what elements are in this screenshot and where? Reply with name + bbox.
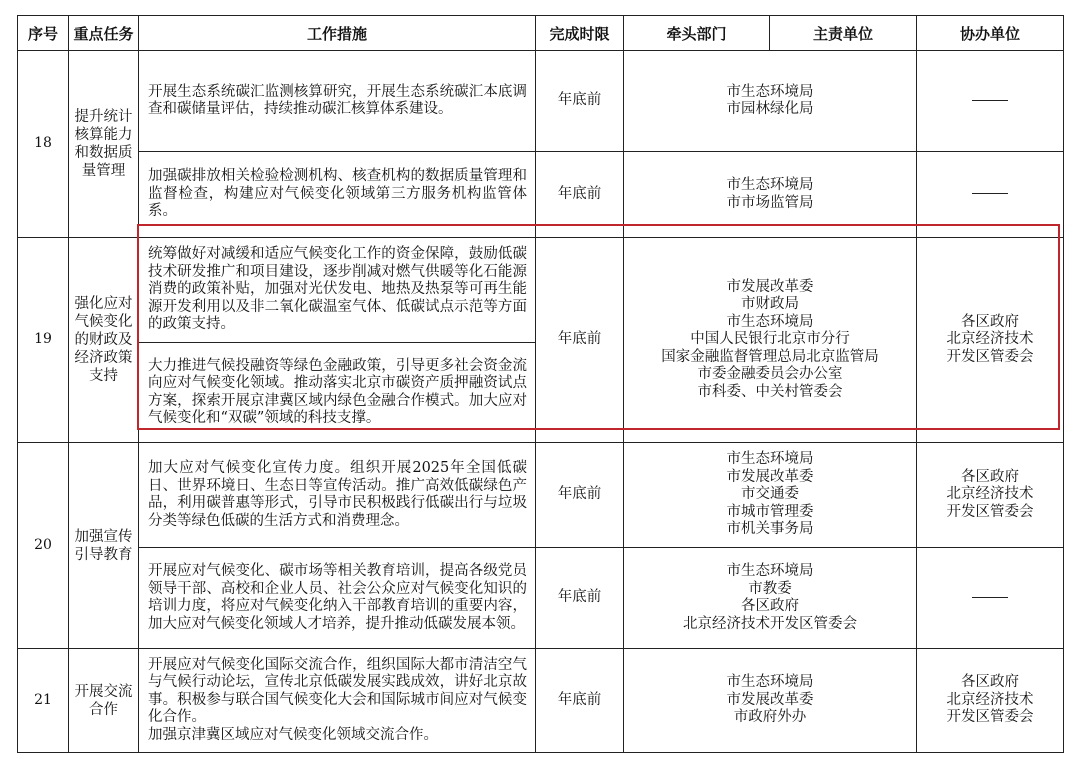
row-measure: 统筹做好对减缓和适应气候变化工作的资金保障，鼓励低碳技术研发推广和项目建设，逐步削减对燃气供暖等化石能源消费的政策补贴，加强对光伏发电、地热及热泵等可再生能源开发利用以及非二氧化碳温室气体、低碳试点示范等方面的政策支持。 [139, 238, 536, 343]
row-owners [624, 51, 917, 152]
row-task: 加强宣传引导教育 [69, 443, 139, 649]
header-task: 重点任务 [69, 16, 139, 51]
row-seq: 18 [18, 51, 69, 238]
policy-table-container [17, 15, 1063, 743]
row-seq: 19 [18, 238, 69, 443]
row-seq: 20 [18, 443, 69, 649]
row-deadline: 年底前 [536, 238, 624, 443]
owner-name: 各区政府 [741, 598, 799, 614]
owner-name: 市生态环境局 [726, 451, 814, 468]
row-measure: 加强碳排放相关检验检测机构、核查机构的数据质量管理和监督检查，构建应对气候变化领域第三方服务机构监管体系。 [139, 152, 536, 238]
owner-name: 北京经济技术开发区管委会 [683, 615, 857, 632]
row-measure [139, 649, 536, 753]
owner-name: 市发展改革委 [726, 691, 814, 708]
table-row [18, 51, 1064, 152]
row-owners [624, 649, 917, 753]
row-deadline: 年底前 [536, 443, 624, 548]
owner-name: 市生态环境局 [726, 177, 814, 193]
table-row [18, 548, 1064, 649]
table-row [18, 443, 1064, 548]
header-lead: 牵头部门 [624, 16, 770, 51]
header-deadline: 完成时限 [536, 16, 624, 51]
row-task: 强化应对气候变化的财政及经济政策支持 [69, 238, 139, 443]
measure-text: 开展应对气候变化国际交流合作，组织国际大都市清洁空气与气候行动论坛，宣传北京低碳发展实践成效，讲好北京故事。积极参与联合国气候变化大会和国际城市间应对气候变化合作。 [148, 656, 527, 726]
header-row [18, 16, 1064, 51]
owner-name: 市教委 [748, 580, 792, 597]
empty-dash [972, 100, 1008, 101]
row-owners [624, 548, 917, 649]
row-measure: 开展生态系统碳汇监测核算研究，开展生态系统碳汇本底调查和碳储量评估，持续推动碳汇核算体系建设。 [139, 51, 536, 152]
owner-name: 市财政局 [741, 296, 799, 313]
assist-name: 各区政府 [961, 313, 1019, 330]
row-deadline: 年底前 [536, 548, 624, 649]
empty-dash [972, 597, 1008, 598]
owner-name: 市发展改革委 [726, 468, 814, 485]
owner-name: 市委金融委员会办公室 [697, 366, 843, 383]
row-assist [917, 443, 1064, 548]
owner-name: 市生态环境局 [726, 674, 814, 691]
row-assist [917, 238, 1064, 443]
row-owners [624, 152, 917, 238]
row-measure: 大力推进气候投融资等绿色金融政策，引导更多社会资金流向应对气候变化领域。推动落实北京市碳资产质押融资试点方案，探索开展京津冀区域内绿色金融合作模式。加大应对气候变化和“双碳”领域的科技支撑。 [139, 343, 536, 443]
owner-name: 市生态环境局 [726, 563, 814, 579]
row-owners [624, 443, 917, 548]
owner-name: 中国人民银行北京市分行 [690, 331, 850, 348]
owner-name: 市机关事务局 [726, 521, 814, 538]
row-deadline: 年底前 [536, 51, 624, 152]
row-owners [624, 238, 917, 443]
owner-name: 市政府外办 [733, 709, 807, 726]
owner-name: 国家金融监督管理总局北京监管局 [661, 348, 879, 365]
assist-name: 北京经济技术 [946, 486, 1034, 503]
row-deadline: 年底前 [536, 649, 624, 753]
row-deadline: 年底前 [536, 152, 624, 238]
table-row [18, 238, 1064, 343]
row-assist [917, 649, 1064, 753]
empty-dash [972, 193, 1008, 194]
owner-name: 市园林绿化局 [726, 101, 814, 117]
owner-name: 市市场监管局 [726, 194, 814, 211]
row-assist [917, 548, 1064, 649]
owner-name: 市科委、中关村管委会 [697, 383, 843, 400]
owner-name: 市生态环境局 [726, 313, 814, 330]
assist-name: 开发区管委会 [946, 709, 1034, 726]
header-measure: 工作措施 [139, 16, 536, 51]
header-assist: 协办单位 [917, 16, 1064, 51]
owner-name: 市交通委 [741, 486, 799, 503]
row-task: 提升统计核算能力和数据质量管理 [69, 51, 139, 238]
assist-name: 北京经济技术 [946, 691, 1034, 708]
assist-name: 各区政府 [961, 674, 1019, 691]
table-row [18, 649, 1064, 753]
row-seq: 21 [18, 649, 69, 753]
row-measure: 加大应对气候变化宣传力度。组织开展2025年全国低碳日、世界环境日、生态日等宣传活动。推广高效低碳绿色产品，利用碳普惠等形式，引导市民积极践行低碳出行与垃圾分类等绿色低碳的生活方式和消费理念。 [139, 443, 536, 548]
owner-name: 市生态环境局 [726, 83, 814, 100]
owner-name: 市城市管理委 [726, 503, 814, 520]
header-owner: 主责单位 [770, 16, 917, 51]
assist-name: 北京经济技术 [946, 331, 1034, 348]
assist-name: 开发区管委会 [946, 348, 1034, 365]
assist-name: 各区政府 [961, 468, 1019, 485]
row-assist [917, 51, 1064, 152]
row-task: 开展交流合作 [69, 649, 139, 753]
owner-name: 市发展改革委 [726, 278, 814, 295]
policy-table [17, 15, 1064, 753]
measure-text: 加强京津冀区域应对气候变化领域交流合作。 [148, 726, 438, 743]
assist-name: 开发区管委会 [946, 503, 1034, 520]
header-seq: 序号 [18, 16, 69, 51]
row-measure: 开展应对气候变化、碳市场等相关教育培训，提高各级党员领导干部、高校和企业人员、社会公众应对气候变化知识的培训力度，将应对气候变化纳入干部教育培训的重要内容，加大应对气候变化领域人才培养，提升推动低碳发展本领。 [139, 548, 536, 649]
row-assist [917, 152, 1064, 238]
table-row [18, 152, 1064, 238]
